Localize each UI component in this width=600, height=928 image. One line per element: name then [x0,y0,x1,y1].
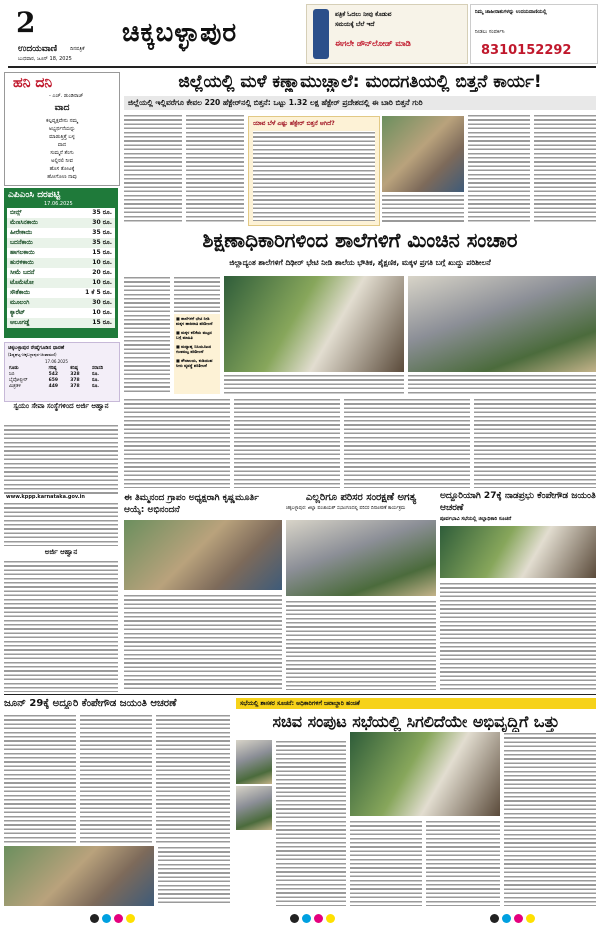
silk-cell: ಮಿಶ್ರತಳಿ [9,384,21,389]
story-3-headline: ಅದ್ದೂರಿಯಾಗಿ 27ಕ್ಕೆ ನಾಡಪ್ರಭು ಕೆಂಪೇಗೌಡ ಜಯಂತಿ ಆಚರಣೆ [440,491,596,513]
price-value: 35 ರೂ. [92,239,112,246]
crop-box [248,116,380,226]
silk-cell: ರೂ. [91,384,99,389]
issue-date: ಬುಧವಾರ, ಜೂನ್ 18, 2025 [18,56,72,62]
price-row [7,228,115,238]
poem-line: ಸುಮ್ಮನೆ ತೆಂಗು [50,150,74,156]
silk-subtitle: (ಶಿಡ್ಲಘಟ್ಟ-ಚಿಕ್ಕಬಳ್ಳಾಪುರ-ಚಿಂತಾಮಣಿ) [8,352,57,357]
registration-mark [302,914,311,923]
bullet-item: ■ ಮಧ್ಯಾಹ್ನ ಬಿಸಿಯೂಟದ ಗುಣಮಟ್ಟ ಪರಿಶೀಲನೆ [176,344,212,354]
registration-mark [326,914,335,923]
silk-cell: ರೂ. [91,378,99,383]
price-row [7,298,115,308]
poem-line: ಮಾಡುತ್ತಿತ್ತೆ ಬಳ್ಳ [49,134,75,140]
price-item: ಬದನೆಕಾಯಿ [10,239,33,246]
silk-cell: 328 [70,371,80,377]
price-value: 1 ಕೆ 5 ರೂ. [85,289,112,296]
price-row [7,238,115,248]
bottom-left-body-a [4,714,76,844]
main-story-col1 [124,276,170,394]
bottom-main-body-b [350,820,422,906]
phone-icon [313,9,329,59]
silk-box [4,342,120,402]
brief-1-headline: ಸ್ವಯಂ ಸೇವಾ ಸಂಸ್ಥೆಗಳಿಂದ ಅರ್ಜಿ ಆಹ್ವಾನ [13,402,109,410]
section-title: ಚಿಕ್ಕಬಳ್ಳಾಪುರ [122,18,238,48]
main-story-subhead: ಜಿಲ್ಲಾದ್ಯಂತ ಶಾಲೆಗಳಿಗೆ ದಿಢೀರ್ ಭೇಟಿ ನೀಡಿ ಶಾಲೆಯ ಭೌತಿಕ, ಶೈಕ್ಷಣಿಕ, ಮಕ್ಕಳ ಪ್ರಗತಿ ಬಗ್ಗೆ ಖುದ್ದು ಪರಿಶೀಲನೆ [229,258,491,267]
price-row [7,218,115,228]
price-value: 35 ರೂ. [92,209,112,216]
brief-url[interactable]: www.kppp.karnataka.gov.in [6,494,85,500]
price-row [7,318,115,328]
registration-mark [102,914,111,923]
price-item: ಮೆಣಸಿನಕಾಯಿ [10,219,38,226]
bullet-item: ■ ಶಾಲೆಗಳಿಗೆ ಭೇಟಿ ನೀಡಿ ಮಕ್ಕಳ ಹಾಜರಾತಿ ಪರಿಶೀಲನೆ [176,316,213,326]
price-value: 30 ರೂ. [92,219,112,226]
silk-title: ಚಿಕ್ಕಬಳ್ಳಾಪುರ ರೇಷ್ಮೆಗೂಡಿನ ಧಾರಣೆ [8,345,65,351]
price-value: 10 ರೂ. [92,309,112,316]
honey-logo: ಹನಿ ದನಿ [13,75,53,91]
silk-cell: ಸಿಬಿ [9,372,15,377]
registration-mark [490,914,499,923]
price-item: ಹಾಗಲಕಾಯಿ [10,249,35,256]
honey-title: ವಾದ [54,103,70,113]
bottom-kicker-bar [236,698,596,709]
story-2-photo [286,520,436,596]
bullet-item: ■ ಮಕ್ಕಳ ಕಲಿಕೆಯ ಮಟ್ಟದ ಬಗ್ಗೆ ಮಾಹಿತಿ [176,330,212,340]
top-story-headline: ಜಿಲ್ಲೆಯಲ್ಲಿ ಮಳೆ ಕಣ್ಣಾಮುಚ್ಚಾಲೆ: ಮಂದಗತಿಯಲ್ಲಿ ಬಿತ್ತನೆ ಕಾರ್ಯ! [178,72,542,92]
price-table [7,208,115,328]
silk-header: ಸರಾಸರಿ [91,366,104,371]
price-row [7,278,115,288]
price-item: ಮೂಲಂಗಿ [10,299,30,306]
classroom-photo-1 [224,276,404,372]
silk-header: ಕನಿಷ್ಠ [70,366,78,371]
story-1-headline: ಈ ತಿಮ್ಮನಂದ ಗ್ರಾಪಂ ಅಧ್ಯಕ್ಷರಾಗಿ ಕೃಷ್ಣಮೂರ್ತಿ ಆಯ್ಕೆ: ಅಭಿನಂದನೆ [124,493,259,515]
main-story-body-c [344,398,470,488]
bottom-left-body-c [156,714,230,844]
bottom-left-body-b [80,714,152,844]
poem-line: ಅಭ್ಯರ್ಥನೆಯನ್ನು [48,126,76,132]
registration-mark [90,914,99,923]
honey-box [4,72,120,186]
farmer-photo-caption [382,194,464,222]
poem-line: ಹೋಗೋಣ ನಾವು [47,174,77,180]
top-story-subhead-bar [124,96,596,110]
registration-mark [526,914,535,923]
top-story-subhead: ಜಿಲ್ಲೆಯಲ್ಲಿ ಇಲ್ಲಿವರೆಗೂ ಕೇವಲ 220 ಹೆಕ್ಟೇರ್‌ನಲ್ಲಿ ಬಿತ್ತನೆ: ಒಟ್ಟು 1.32 ಲಕ್ಷ ಹೆಕ್ಟೇರ್ ಪ್ರದೇಶದಲ್ಲಿ ಈ ಬಾರಿ ಬಿತ್ತನೆ ಗುರಿ [128,98,423,107]
price-value: 30 ರೂ. [92,299,112,306]
price-row [7,288,115,298]
price-value: 35 ರೂ. [92,229,112,236]
app-ad[interactable] [306,4,468,64]
masthead-rule [8,66,596,68]
price-row [7,308,115,318]
contact-ad-phone: 8310152292 [481,43,572,58]
story-1-photo [124,520,282,590]
price-item: ಹುರಳಿಕಾಯಿ [10,259,34,266]
main-story-col2 [174,276,220,312]
crop-box-body [253,131,375,221]
price-date: 17.06.2025 [44,201,73,207]
silk-cell: ರೂ. [91,372,99,377]
price-item: ಸೀಮೆ ಬದನೆ [10,269,35,276]
classroom-photo-2-caption [408,374,596,394]
brief-2-headline: ಅರ್ಜಿ ಆಹ್ವಾನ [44,548,78,556]
contact-ad[interactable] [470,4,598,64]
paper-tag: ದಿನಪತ್ರಿಕೆ [70,46,85,52]
honey-byline: - ಎಚ್. ಡುಂಡಿರಾಜ್ [49,93,84,99]
brief-1-body [4,424,118,494]
top-story-col6 [534,114,596,222]
bottom-left-photo [4,846,154,906]
main-story-bullets [174,314,220,394]
price-item: ಕ್ಯಾರೆಟ್ [10,309,25,316]
bottom-main-body-d [504,732,596,906]
registration-mark [502,914,511,923]
price-value: 10 ರೂ. [92,279,112,286]
classroom-photo-2 [408,276,596,372]
price-item: ಟೊಮೆಟೋ [10,279,34,286]
main-story-headline: ಶಿಕ್ಷಣಾಧಿಕಾರಿಗಳಿಂದ ಶಾಲೆಗಳಿಗೆ ಮಿಂಚಿನ ಸಂಚಾರ [202,228,518,252]
price-value: 10 ರೂ. [92,259,112,266]
poem-line: ಕಲ್ಪವೃಕ್ಷವೇನು ನಮ್ಮ [46,118,78,124]
contact-ad-line2: ನೀಡಲು ಸಂಪರ್ಕಿಸಿ [475,29,505,35]
story-2-body [286,600,436,690]
registration-mark [126,914,135,923]
silk-cell: 378 [70,377,80,383]
portrait-photo-1 [236,740,272,784]
price-row [7,208,115,218]
main-story-body-b [234,398,340,488]
story-2-headline: ಎಲ್ಲರಿಗೂ ಪರಿಸರ ಸಂರಕ್ಷಣೆ ಅಗತ್ಯ [305,492,417,503]
silk-cell: 449 [48,383,58,389]
farmer-photo [382,116,464,192]
bottom-left-caption [158,846,230,906]
price-box [4,188,118,338]
portrait-photo-2 [236,786,272,830]
brief-1-body-b [4,502,118,546]
main-story-body-a [124,398,230,488]
bottom-left-headline: ಜೂನ್ 29ಕ್ಕೆ ಅದ್ದೂರಿ ಕೆಂಪೇಗೌಡ ಜಯಂತಿ ಆಚರಣೆ [4,698,177,709]
brief-2-body [4,560,118,692]
price-item: ಹೀರೇಕಾಯಿ [10,229,33,236]
silk-cell: ಬೈವೋಲ್ಟೀನ್ [9,378,28,383]
silk-table [8,365,116,389]
bottom-rule [4,694,596,695]
silk-row [8,383,116,389]
silk-date: 17.06.2025 [45,359,68,364]
story-1-body [124,594,282,690]
paper-name: ಉದಯವಾಣಿ [18,44,58,54]
price-value: 20 ರೂ. [92,269,112,276]
price-item: ಬೀನ್ಸ್ [10,209,22,216]
bottom-main-photo [350,732,500,816]
bottom-kicker: ಸಭೆಯಲ್ಲಿ ಶಾಸಕರ ಸೂಚನೆ: ಅಧಿಕಾರಿಗಳಿಗೆ ಜವಾಬ್ದಾರಿ ಹಂಚಿಕೆ [240,700,360,707]
registration-mark [514,914,523,923]
price-value: 15 ರೂ. [92,319,112,326]
contact-ad-line1: ನಿಮ್ಮ ಜಾಹೀರಾತುಗಳನ್ನು ಉದಯವಾಣಿಯಲ್ಲಿ [475,9,547,15]
story-3-photo [440,526,596,578]
price-title: ಎಪಿಎಂಸಿ ದರಪಟ್ಟಿ [8,190,61,200]
story-2-subhead: ಚಿಕ್ಕಬಳ್ಳಾಪುರ: ಜಿಲ್ಲಾ ಪಂಚಾಯತ್ ಸಭಾಂಗಣದಲ್ಲಿ ಪರಿಸರ ದಿನಾಚರಣೆ ಕಾರ್ಯಕ್ರಮ [286,506,406,511]
registration-mark [290,914,299,923]
bottom-main-body-c [426,820,500,906]
app-ad-line1: ಪತ್ರಿಕೆ ಓದಲು ನೀವು ಕೊಡುವ [335,11,392,18]
story-3-body [440,582,596,690]
app-ad-line2: ಸಮಯಕ್ಕೆ ಬೆಲೆ ಇದೆ [335,21,375,28]
classroom-photo-1-caption [224,374,404,394]
silk-header: ಗೂಡು [9,366,19,371]
story-3-subhead: ಪೂರ್ವಭಾವಿ ಸಭೆಯಲ್ಲಿ ಜಿಲ್ಲಾಧಿಕಾರಿ ಸೂಚನೆ [440,516,512,522]
masthead [0,0,600,66]
price-row [7,268,115,278]
crop-box-title: ಯಾವ ಬೆಳೆ ಎಷ್ಟು ಹೆಕ್ಟೇರ್ ಬಿತ್ತನೆ ಆಗಿದೆ? [253,120,335,127]
price-item: ಸೌತೆಕಾಯಿ [10,289,31,296]
page-number: 2 [16,6,36,39]
top-story-col5 [468,114,530,222]
honey-poem [11,117,113,181]
silk-header: ಗರಿಷ್ಠ [48,366,57,371]
silk-cell: 659 [48,377,58,383]
bottom-main-body-a [276,740,346,906]
silk-cell: 378 [70,383,80,389]
poem-line: ಅಲ್ಲಿರಲಿ ನೀವ [51,158,73,164]
price-item: ಆಲೂಗಡ್ಡೆ [10,319,30,326]
bottom-main-headline: ಸಚಿವ ಸಂಪುಟ ಸಭೆಯಲ್ಲಿ ಸಿಗಲಿದೆಯೇ ಅಭಿವೃದ್ಧಿಗೆ ಒತ್ತು [272,712,560,731]
price-value: 15 ರೂ. [92,249,112,256]
poem-line: ಹೊಸ ತೋಟಕ್ಕೆ [49,166,75,172]
poem-line: ವಾದ [57,142,67,148]
registration-mark [314,914,323,923]
main-story-body-d [474,398,596,488]
top-story-col2 [186,114,244,222]
registration-mark [114,914,123,923]
top-story-col1 [124,114,182,222]
silk-cell: 542 [48,371,58,377]
price-row [7,258,115,268]
price-row [7,248,115,258]
app-ad-cta: ಈಗಲೇ ಡೌನ್‌ಲೋಡ್ ಮಾಡಿ [335,39,411,48]
bullet-item: ■ ಶೌಚಾಲಯ, ಕುಡಿಯುವ ನೀರು ವ್ಯವಸ್ಥೆ ಪರಿಶೀಲನೆ [176,358,213,368]
